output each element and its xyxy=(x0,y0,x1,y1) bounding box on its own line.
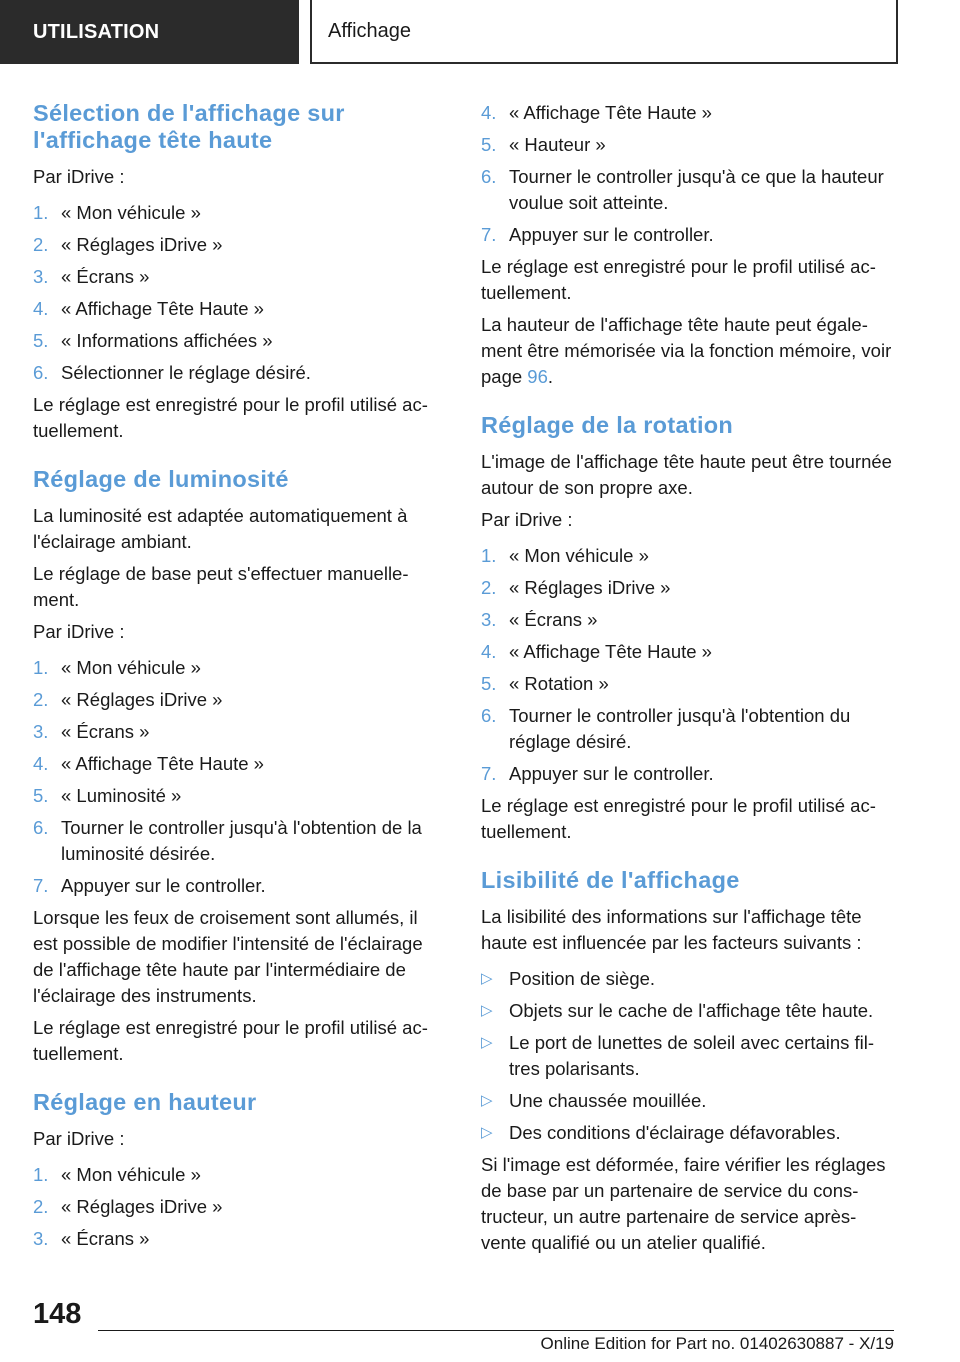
right-column xyxy=(481,100,893,1262)
header-chapter-label: Affichage xyxy=(328,19,412,42)
steps-list-rotation xyxy=(481,543,893,787)
profile-note: Le réglage est enregistré pour le profil utilisé actuellement. xyxy=(481,795,876,842)
idrive-intro: Par iDrive : xyxy=(33,621,125,642)
step-item: 5. « Hauteur » xyxy=(481,134,606,155)
section-title-brightness: Réglage de luminosité xyxy=(33,466,289,492)
list-item: ▷ Position de siège. xyxy=(481,966,893,992)
steps-list-height-continued xyxy=(481,100,893,248)
step-item: 3. « Écrans » xyxy=(481,609,598,630)
profile-note: Le réglage est enregistré pour le profil utilisé actuellement. xyxy=(481,256,876,303)
step-item: 2. « Réglages iDrive » xyxy=(481,577,671,598)
paragraph: Lorsque les feux de croisement sont allumés, il est possible de modifier l'intensité de l'éclairage de l'affichage tête haute par l'intermédiaire de l'éclairage des instruments. xyxy=(33,907,423,1006)
triangle-bullet-icon: ▷ xyxy=(481,1124,493,1141)
list-item: ▷ Des conditions d'éclairage défavorables. xyxy=(481,1120,893,1146)
profile-note: Le réglage est enregistré pour le profil utilisé actuellement. xyxy=(33,1017,428,1064)
idrive-intro: Par iDrive : xyxy=(33,1128,125,1149)
step-item: 5. « Luminosité » xyxy=(33,785,182,806)
step-item: 4. « Affichage Tête Haute » xyxy=(33,753,264,774)
paragraph: Le réglage de base peut s'effectuer manuellement. xyxy=(33,563,409,610)
header-section-label: UTILISATION xyxy=(33,20,160,43)
step-item: 4. « Affichage Tête Haute » xyxy=(481,641,712,662)
triangle-bullet-icon: ▷ xyxy=(481,1034,493,1051)
step-item: 5. « Informations affichées » xyxy=(33,330,273,351)
step-item: 1. « Mon véhicule » xyxy=(33,1164,201,1185)
page-link[interactable]: 96 xyxy=(527,366,548,387)
memory-paragraph: La hauteur de l'affichage tête haute peut également être mémorisée via la fonction mémoire, voir page 96. xyxy=(481,314,892,387)
paragraph: La lisibilité des informations sur l'affichage tête haute est influencée par les facteurs suivants : xyxy=(481,906,862,953)
idrive-intro: Par iDrive : xyxy=(481,509,573,530)
section-title-legibility: Lisibilité de l'affichage xyxy=(481,867,740,893)
idrive-intro: Par iDrive : xyxy=(33,166,125,187)
triangle-bullet-icon: ▷ xyxy=(481,1002,493,1019)
steps-list-height xyxy=(33,1162,440,1252)
step-item: 7. Appuyer sur le controller. xyxy=(481,224,714,245)
page-number: 148 xyxy=(33,1298,82,1330)
step-item: 2. « Réglages iDrive » xyxy=(33,234,223,255)
step-item: 3. « Écrans » xyxy=(33,266,150,287)
step-item: 6. Tourner le controller jusqu'à l'obtention du réglage désiré. xyxy=(481,705,851,752)
step-item: 3. « Écrans » xyxy=(33,721,150,742)
step-item: 2. « Réglages iDrive » xyxy=(33,689,223,710)
profile-note: Le réglage est enregistré pour le profil utilisé actuellement. xyxy=(33,394,428,441)
list-item: ▷ Une chaussée mouillée. xyxy=(481,1088,893,1114)
header-section-tab xyxy=(0,0,299,64)
paragraph: Si l'image est déformée, faire vérifier les réglages de base par un partenaire de service du constructeur, un autre partenaire de service après-vente qualifié ou un atelier qualifié. xyxy=(481,1154,886,1253)
section-title-selection: Sélection de l'affichage sur l'affichage tête haute xyxy=(33,100,345,153)
footer-divider xyxy=(98,1330,894,1331)
legibility-factors-list xyxy=(481,966,893,1146)
steps-list-selection xyxy=(33,200,440,386)
step-item: 6. Tourner le controller jusqu'à ce que la hauteur voulue soit atteinte. xyxy=(481,166,884,213)
step-item: 6. Tourner le controller jusqu'à l'obtention de la luminosité désirée. xyxy=(33,817,422,864)
left-column xyxy=(33,100,440,1258)
triangle-bullet-icon: ▷ xyxy=(481,970,493,987)
triangle-bullet-icon: ▷ xyxy=(481,1092,493,1109)
steps-list-brightness xyxy=(33,655,440,899)
header-chapter-tab xyxy=(310,0,898,64)
step-item: 3. « Écrans » xyxy=(33,1228,150,1249)
paragraph: La luminosité est adaptée automatiquement à l'éclairage ambiant. xyxy=(33,505,408,552)
section-title-height: Réglage en hauteur xyxy=(33,1089,257,1115)
step-item: 5. « Rotation » xyxy=(481,673,609,694)
step-item: 4. « Affichage Tête Haute » xyxy=(33,298,264,319)
step-item: 7. Appuyer sur le controller. xyxy=(481,763,714,784)
paragraph: L'image de l'affichage tête haute peut être tournée autour de son propre axe. xyxy=(481,451,892,498)
step-item: 4. « Affichage Tête Haute » xyxy=(481,102,712,123)
list-item: ▷ Le port de lunettes de soleil avec certains filtres polarisants. xyxy=(481,1032,875,1079)
step-item: 2. « Réglages iDrive » xyxy=(33,1196,223,1217)
step-item: 1. « Mon véhicule » xyxy=(33,202,201,223)
step-item: 1. « Mon véhicule » xyxy=(481,545,649,566)
step-item: 7. Appuyer sur le controller. xyxy=(33,875,266,896)
step-item: 1. « Mon véhicule » xyxy=(33,657,201,678)
section-title-rotation: Réglage de la rotation xyxy=(481,412,734,438)
list-item: ▷ Objets sur le cache de l'affichage tête haute. xyxy=(481,998,893,1024)
footer-edition: Online Edition for Part no. 01402630887 - X/19 xyxy=(540,1334,894,1353)
step-item: 6. Sélectionner le réglage désiré. xyxy=(33,362,311,383)
